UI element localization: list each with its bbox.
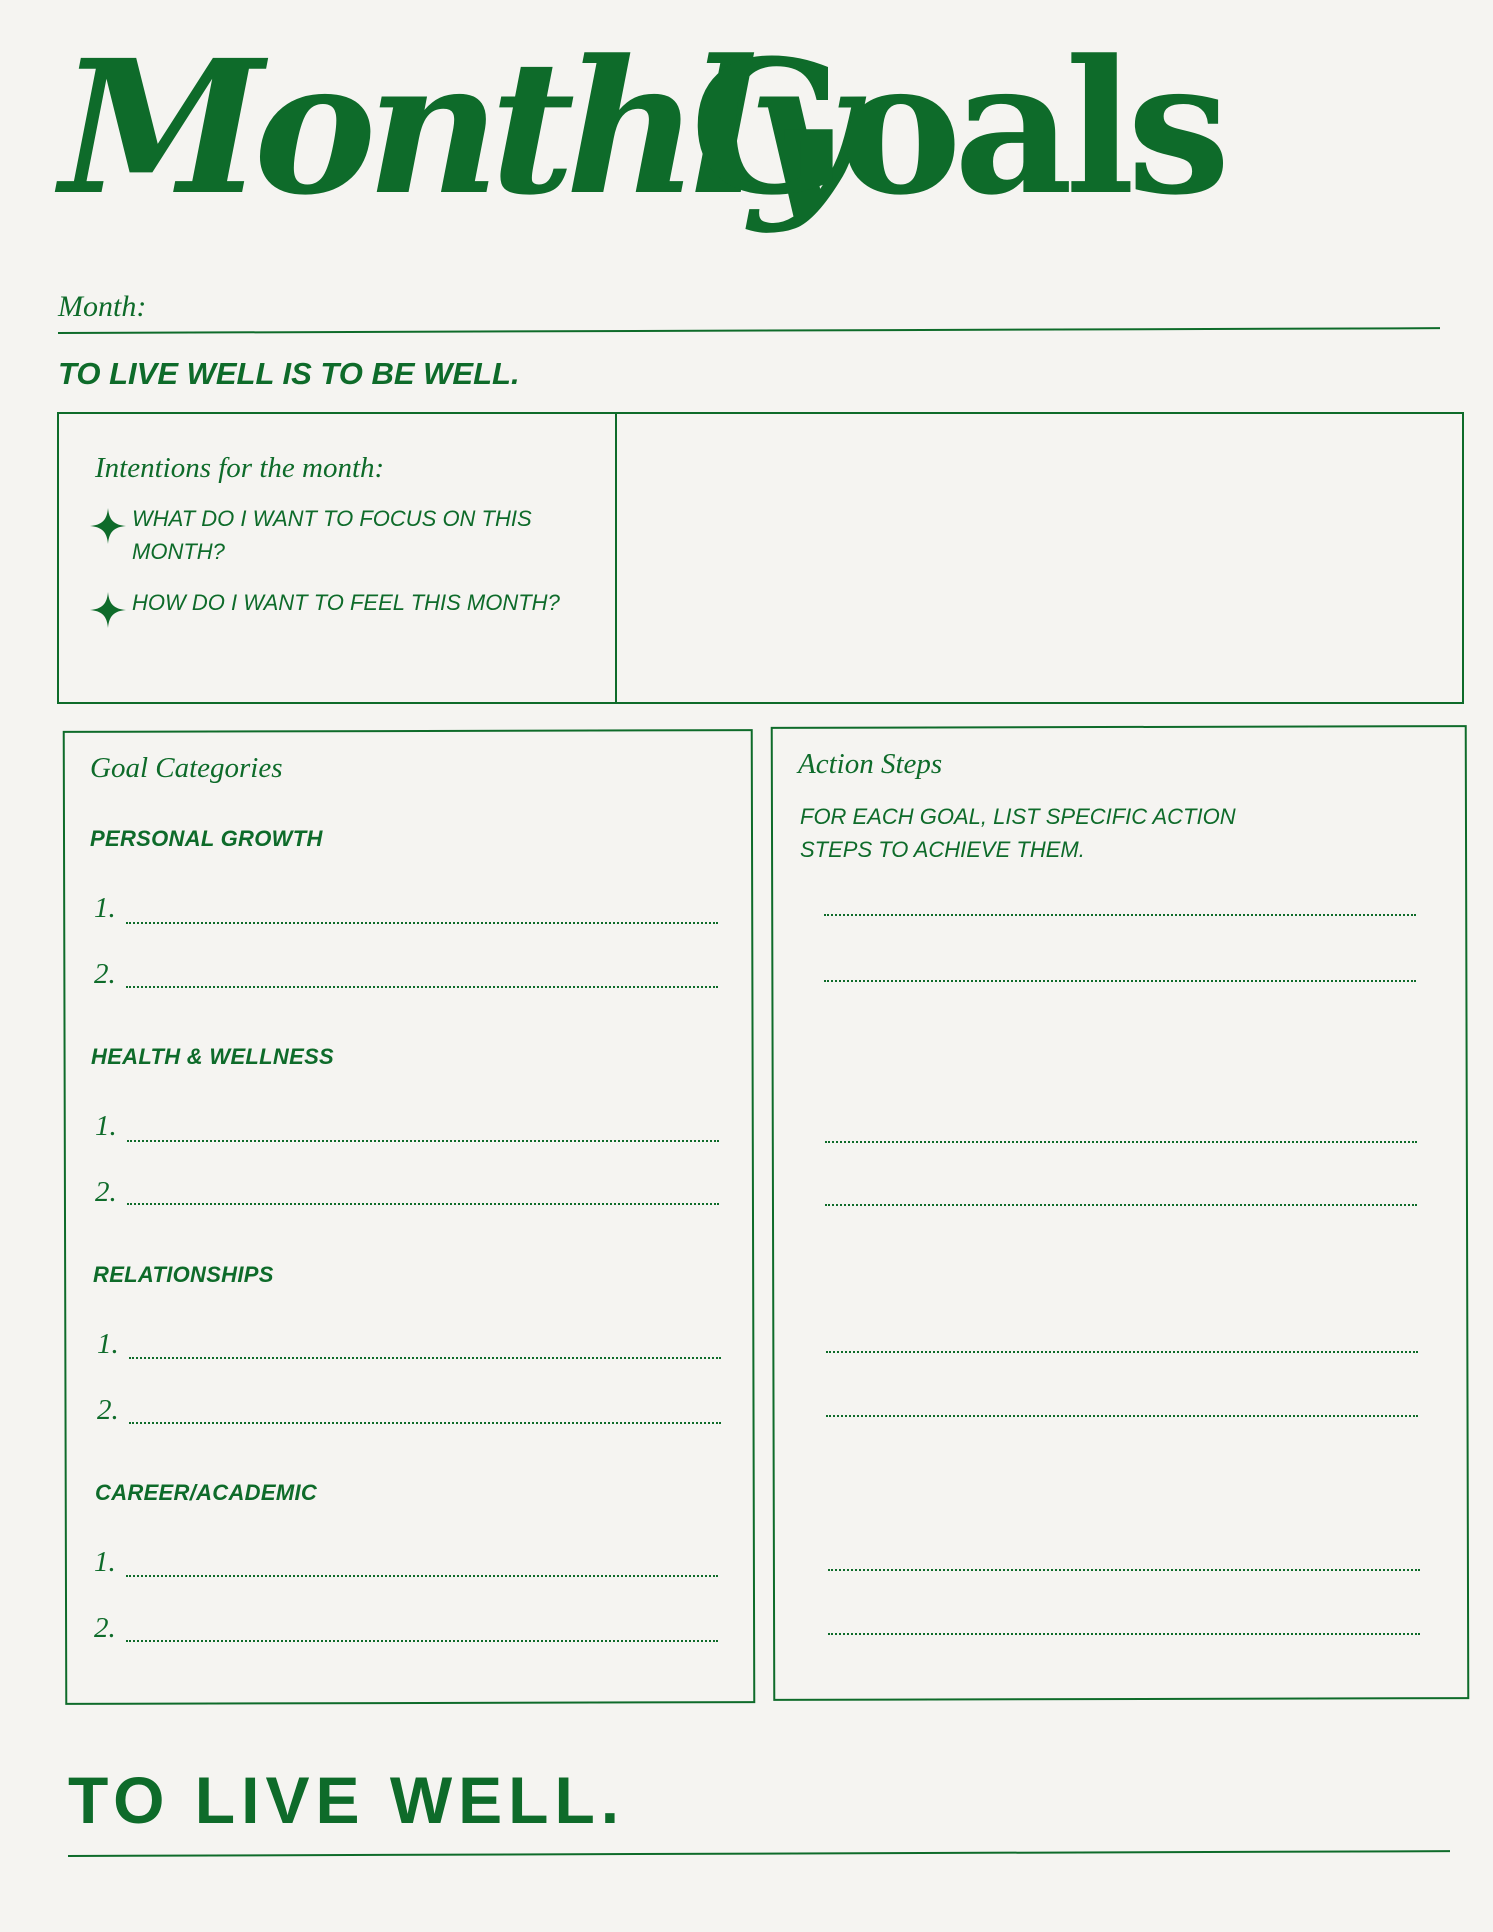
motto-heading: TO LIVE WELL IS TO BE WELL.	[58, 356, 520, 391]
goal-input-line[interactable]	[129, 1357, 721, 1359]
intentions-divider	[615, 414, 617, 704]
category-title-relationships: RELATIONSHIPS	[93, 1262, 274, 1287]
goal-categories-heading: Goal Categories	[90, 752, 283, 784]
category-title-career-academic: CAREER/ACADEMIC	[95, 1480, 318, 1505]
page-title-monthly: Monthly	[60, 20, 846, 236]
goal-input-line[interactable]	[129, 1422, 721, 1424]
action-steps-heading: Action Steps	[798, 748, 943, 780]
category-title-health-wellness: HEALTH & WELLNESS	[91, 1044, 335, 1069]
month-label: Month:	[58, 290, 147, 323]
goal-input-line[interactable]	[126, 1575, 718, 1577]
action-step-input-line[interactable]	[828, 1633, 1420, 1635]
goal-number: 1.	[95, 1110, 117, 1142]
goal-input-line[interactable]	[126, 986, 718, 988]
footer-motto: TO LIVE WELL.	[68, 1763, 626, 1837]
action-step-input-line[interactable]	[826, 1415, 1418, 1417]
goal-input-line[interactable]	[127, 1203, 719, 1205]
sparkle-icon	[88, 506, 128, 546]
intentions-heading: Intentions for the month:	[95, 452, 385, 484]
action-step-input-line[interactable]	[824, 980, 1416, 982]
action-step-input-line[interactable]	[825, 1204, 1417, 1206]
footer-divider	[68, 1850, 1450, 1857]
goal-number: 2.	[94, 1612, 116, 1644]
category-title-personal-growth: PERSONAL GROWTH	[90, 826, 323, 851]
action-step-input-line[interactable]	[826, 1351, 1418, 1353]
goal-input-line[interactable]	[126, 1640, 718, 1642]
action-step-input-line[interactable]	[828, 1569, 1420, 1571]
intention-question-2	[88, 586, 588, 630]
goal-input-line[interactable]	[127, 1140, 719, 1142]
action-step-input-line[interactable]	[825, 1141, 1417, 1143]
action-steps-box	[771, 725, 1470, 1701]
goal-number: 2.	[95, 1176, 117, 1208]
goal-number: 1.	[97, 1328, 119, 1360]
intention-question-text: WHAT DO I WANT TO FOCUS ON THIS MONTH?	[132, 506, 532, 564]
page-title-goals: Goals	[690, 20, 1223, 236]
intention-question-text: HOW DO I WANT TO FEEL THIS MONTH?	[132, 590, 560, 615]
month-input-line[interactable]	[58, 327, 1440, 334]
goal-number: 1.	[94, 1546, 116, 1578]
action-step-input-line[interactable]	[824, 914, 1416, 916]
goal-input-line[interactable]	[126, 922, 718, 924]
goal-categories-box	[63, 729, 756, 1705]
intention-question-1	[88, 502, 588, 568]
action-steps-instructions: FOR EACH GOAL, LIST SPECIFIC ACTION STEPS TO ACHIEVE THEM.	[800, 804, 1236, 862]
sparkle-icon	[88, 590, 128, 630]
goal-number: 2.	[97, 1394, 119, 1426]
goal-number: 1.	[94, 892, 116, 924]
goal-number: 2.	[94, 958, 116, 990]
